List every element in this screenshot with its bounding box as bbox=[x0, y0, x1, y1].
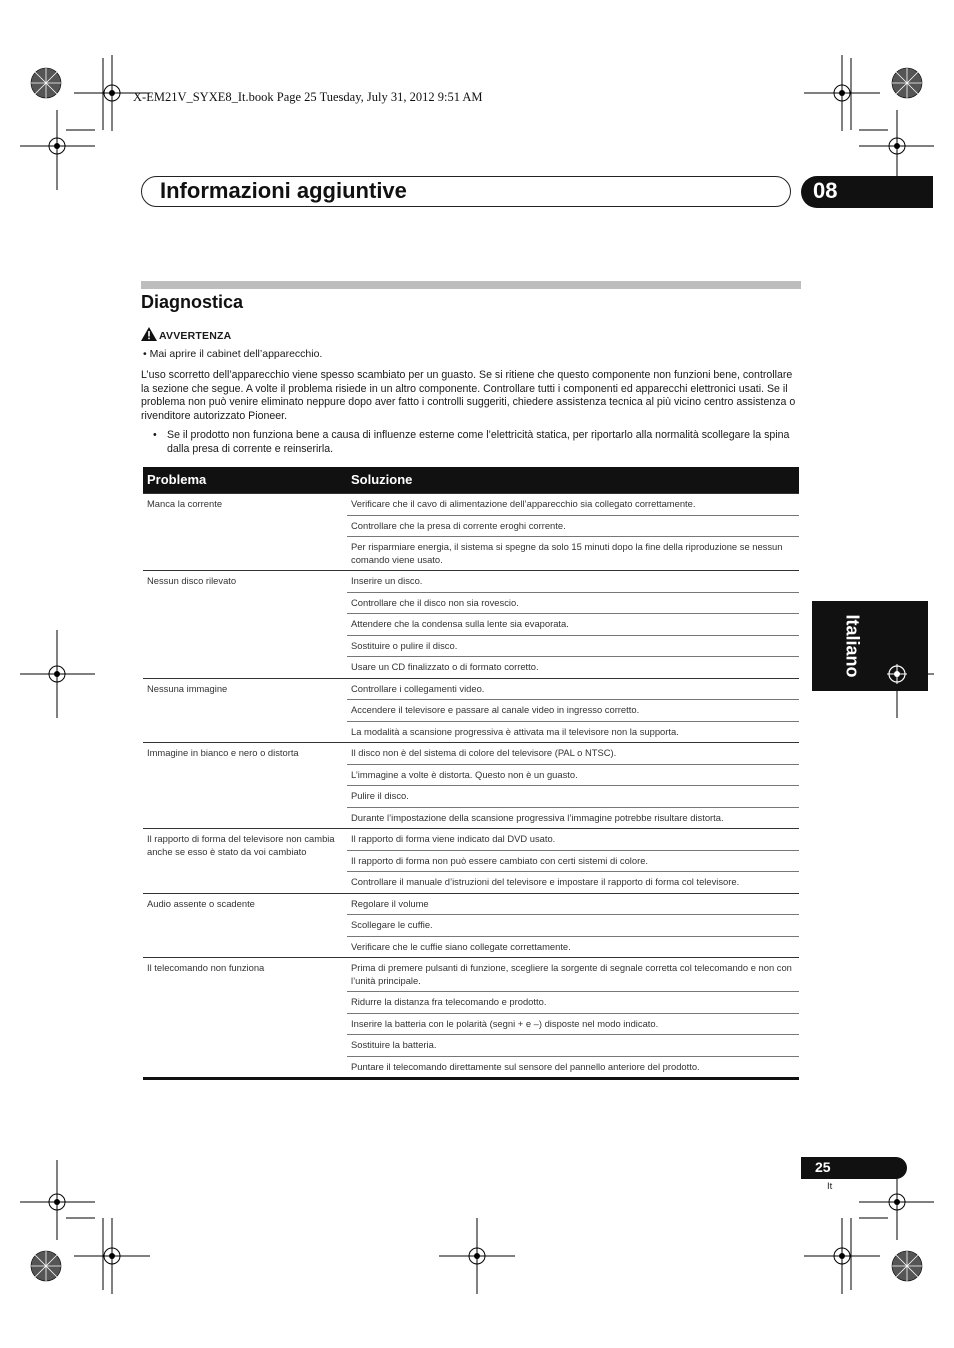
warning-heading bbox=[141, 327, 231, 342]
chapter-badge bbox=[801, 176, 933, 208]
static-note-text: Se il prodotto non funziona bene a causa di influenze esterne come l’elettricità statica, per riportarlo alla normalità scollegare la spina dalla presa di corrente e reinserirla. bbox=[167, 429, 790, 455]
table-row bbox=[143, 958, 799, 992]
solution-cell: Durante l’impostazione della scansione progressiva l’immagine potrebbe risultare distorta. bbox=[347, 807, 799, 829]
problem-cell: Manca la corrente bbox=[143, 494, 347, 571]
chapter-header bbox=[141, 176, 791, 207]
solution-cell: Il disco non è del sistema di colore del televisore (PAL o NTSC). bbox=[347, 743, 799, 765]
language-tab bbox=[812, 601, 928, 691]
solution-cell: Controllare il manuale d’istruzioni del televisore e impostare il rapporto di forma col televisore. bbox=[347, 872, 799, 894]
solution-cell: Controllare i collegamenti video. bbox=[347, 678, 799, 700]
solution-cell: Inserire un disco. bbox=[347, 571, 799, 593]
warning-label: AVVERTENZA bbox=[159, 330, 232, 342]
table-row bbox=[143, 678, 799, 700]
solution-cell: Prima di premere pulsanti di funzione, scegliere la sorgente di segnale corretta col telecomando e non con l’unità principale. bbox=[347, 958, 799, 992]
solution-cell: Regolare il volume bbox=[347, 893, 799, 915]
registration-mark-icon bbox=[887, 664, 907, 684]
problem-cell: Immagine in bianco e nero o distorta bbox=[143, 743, 347, 829]
solution-cell: Usare un CD finalizzato o di formato corretto. bbox=[347, 657, 799, 679]
problem-cell: Nessuna immagine bbox=[143, 678, 347, 743]
page-number: 25 bbox=[815, 1159, 831, 1175]
table-header-row bbox=[143, 467, 799, 494]
print-info: X-EM21V_SYXE8_It.book Page 25 Tuesday, July 31, 2012 9:51 AM bbox=[133, 90, 483, 104]
section-divider bbox=[141, 281, 801, 289]
solution-cell: Sostituire o pulire il disco. bbox=[347, 635, 799, 657]
table-row bbox=[143, 494, 799, 516]
solution-cell: L’immagine a volte è distorta. Questo non è un guasto. bbox=[347, 764, 799, 786]
solution-cell: Il rapporto di forma non può essere cambiato con certi sistemi di colore. bbox=[347, 850, 799, 872]
solution-cell: Scollegare le cuffie. bbox=[347, 915, 799, 937]
chapter-number: 08 bbox=[813, 178, 838, 203]
solution-cell: Verificare che le cuffie siano collegate correttamente. bbox=[347, 936, 799, 958]
header-problem: Problema bbox=[143, 467, 347, 494]
bullet-mark: • bbox=[153, 429, 157, 441]
solution-cell: Verificare che il cavo di alimentazione dell’apparecchio sia collegato correttamente. bbox=[347, 494, 799, 516]
table-row bbox=[143, 571, 799, 593]
intro-paragraph: L’uso scorretto dell’apparecchio viene spesso scambiato per un guasto. Se si ritiene che questo componente non funzioni bene, controllare la sezione che segue. A volte il problema risiede in un altro componente. Controllare tutti i componenti ed apparecchi elettronici usati. Se il problema non può venire eliminato neppure dopo aver fatto i controlli suggeriti, chiedere assistenza tecnica al più vicino centro assistenza o rivenditore autorizzato Pioneer. bbox=[141, 369, 796, 422]
table-row bbox=[143, 743, 799, 765]
warning-icon bbox=[141, 327, 157, 341]
solution-cell: Ridurre la distanza fra telecomando e prodotto. bbox=[347, 992, 799, 1014]
solution-cell: Puntare il telecomando direttamente sul sensore del pannello anteriore del prodotto. bbox=[347, 1056, 799, 1079]
solution-cell: Per risparmiare energia, il sistema si spegne da solo 15 minuti dopo la fine della riproduzione se nessun comando viene usato. bbox=[347, 537, 799, 571]
solution-cell: Controllare che il disco non sia rovescio. bbox=[347, 592, 799, 614]
solution-cell: Sostituire la batteria. bbox=[347, 1035, 799, 1057]
solution-cell: Attendere che la condensa sulla lente sia evaporata. bbox=[347, 614, 799, 636]
problem-cell: Nessun disco rilevato bbox=[143, 571, 347, 679]
solution-cell: La modalità a scansione progressiva è attivata ma il televisore non la supporta. bbox=[347, 721, 799, 743]
solution-cell: Il rapporto di forma viene indicato dal DVD usato. bbox=[347, 829, 799, 851]
solution-cell: Inserire la batteria con le polarità (segni + e –) disposte nel modo indicato. bbox=[347, 1013, 799, 1035]
table-row bbox=[143, 893, 799, 915]
table-row bbox=[143, 829, 799, 851]
section-title: Diagnostica bbox=[141, 292, 244, 312]
problem-cell: Il telecomando non funziona bbox=[143, 958, 347, 1079]
problem-cell: Audio assente o scadente bbox=[143, 893, 347, 958]
solution-cell: Accendere il televisore e passare al canale video in ingresso corretto. bbox=[347, 700, 799, 722]
solution-cell: Controllare che la presa di corrente eroghi corrente. bbox=[347, 515, 799, 537]
troubleshooting-table bbox=[143, 467, 799, 1080]
problem-cell: Il rapporto di forma del televisore non cambia anche se esso è stato da voi cambiato bbox=[143, 829, 347, 894]
language-tab-label: Italiano bbox=[842, 614, 863, 678]
warning-item: • Mai aprire il cabinet dell’apparecchio. bbox=[143, 348, 323, 360]
page-language-code: It bbox=[827, 1181, 833, 1192]
chapter-title: Informazioni aggiuntive bbox=[160, 178, 407, 203]
solution-cell: Pulire il disco. bbox=[347, 786, 799, 808]
static-note bbox=[153, 429, 801, 456]
page-number-badge bbox=[801, 1157, 907, 1179]
header-solution: Soluzione bbox=[347, 467, 799, 494]
